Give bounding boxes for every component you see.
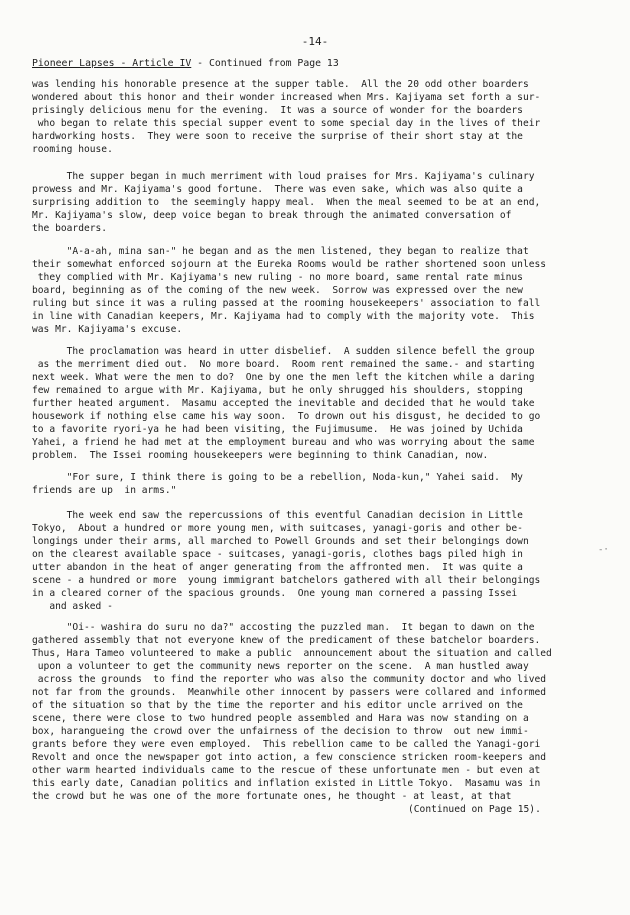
text-line: utter abandon in the heat of anger generating from the affronted men. It was quite a xyxy=(32,562,523,573)
text-line: other warm hearted individuals came to the rescue of these unfortunate men - but even at xyxy=(32,765,541,776)
text-line: Thus, Hara Tameo volunteered to make a public announcement about the situation and called xyxy=(32,648,552,659)
text-line: in a cleared corner of the spacious grounds. One young man cornered a passing Issei xyxy=(32,588,518,599)
text-line: was lending his honorable presence at the supper table. All the 20 odd other boarders xyxy=(32,79,529,90)
text-line: Tokyo, About a hundred or more young men, with suitcases, yanagi-goris and other be- xyxy=(32,523,523,534)
article-heading xyxy=(32,58,339,69)
text-line: not far from the grounds. Meanwhile other innocent by passers were collared and informed xyxy=(32,687,547,698)
text-line: "For sure, I think there is going to be a rebellion, Noda-kun," Yahei said. My xyxy=(32,472,523,483)
text-line: their somewhat enforced sojourn at the Eureka Rooms would be rather shortened soon unless xyxy=(32,259,547,270)
text-line: scene - a hundred or more young immigrant batchelors gathered with all their belongings xyxy=(32,575,541,586)
text-line: as the merriment died out. No more board. Room rent remained the same.- and starting xyxy=(32,359,535,370)
text-line: board, beginning as of the coming of the new week. Sorrow was expressed over the new xyxy=(32,285,523,296)
page-number: -14- xyxy=(301,35,329,48)
text-line: "Oi-- washira do suru no da?" accosting the puzzled man. It began to dawn on the xyxy=(32,622,535,633)
text-line: scene, there were close to two hundred people assembled and Hara was now standing on a xyxy=(32,713,529,724)
text-line: the boarders. xyxy=(32,223,108,234)
text-line: across the grounds to find the reporter who was also the community doctor and who lived xyxy=(32,674,547,685)
text-line: longings under their arms, all marched to Powell Grounds and set their belongings down xyxy=(32,536,529,547)
text-line: The week end saw the repercussions of this eventful Canadian decision in Little xyxy=(32,510,523,521)
text-line: next week. What were the men to do? One by one the men left the kitchen while a daring xyxy=(32,372,535,383)
text-line: few remained to argue with Mr. Kajiyama, but he only shrugged his shoulders, stopping xyxy=(32,385,523,396)
text-line: prowess and Mr. Kajiyama's good fortune. There was even sake, which was also quite a xyxy=(32,184,523,195)
text-line: they complied with Mr. Kajiyama's new ruling - no more board, same rental rate minus xyxy=(32,272,523,283)
text-line: wondered about this honor and their wonder increased when Mrs. Kajiyama set forth a sur- xyxy=(32,92,541,103)
text-line: upon a volunteer to get the community news reporter on the scene. A man hustled away xyxy=(32,661,529,672)
text-line: the crowd but he was one of the more fortunate ones, he thought - at least, at that xyxy=(32,791,512,802)
text-line: Mr. Kajiyama's slow, deep voice began to break through the animated conversation of xyxy=(32,210,512,221)
text-line: to a favorite ryori-ya he had been visiting, the Fujimusume. He was joined by Uchida xyxy=(32,424,523,435)
text-line: of the situation so that by the time the reporter and his editor uncle arrived on the xyxy=(32,700,523,711)
text-line: prisingly delicious menu for the evening. It was a source of wonder for the boarders xyxy=(32,105,523,116)
continued-to: (Continued on Page 15). xyxy=(408,804,541,815)
text-line: and asked - xyxy=(32,601,113,612)
text-line: Revolt and once the newspaper got into action, a few conscience stricken room-keepers and xyxy=(32,752,547,763)
text-line: ruling but since it was a ruling passed at the rooming housekeepers' association to fall xyxy=(32,298,541,309)
text-line: this early date, Canadian politics and inflation existed in Little Tokyo. Masamu was in xyxy=(32,778,541,789)
text-line: Yahei, a friend he had met at the employment bureau and who was worrying about the same xyxy=(32,437,535,448)
text-line: rooming house. xyxy=(32,144,113,155)
text-line: grants before they were even employed. This rebellion came to be called the Yanagi-gori xyxy=(32,739,541,750)
article-title: Pioneer Lapses - Article IV xyxy=(32,58,192,69)
text-line: The supper began in much merriment with loud praises for Mrs. Kajiyama's culinary xyxy=(32,171,535,182)
text-line: further heated argument. Masamu accepted the inevitable and decided that he would take xyxy=(32,398,535,409)
text-line: housework if nothing else came his way soon. To drown out his disgust, he decided to go xyxy=(32,411,541,422)
text-line: "A-a-ah, mina san-" he began and as the men listened, they began to realize that xyxy=(32,246,529,257)
text-line: problem. The Issei rooming housekeepers were beginning to think Canadian, now. xyxy=(32,450,489,461)
text-line: in line with Canadian keepers, Mr. Kajiyama had to comply with the majority vote. This xyxy=(32,311,535,322)
text-line: was Mr. Kajiyama's excuse. xyxy=(32,324,183,335)
text-line: hardworking hosts. They were soon to receive the surprise of their short stay at the xyxy=(32,131,523,142)
text-line: gathered assembly that not everyone knew of the predicament of these batchelor boarders. xyxy=(32,635,541,646)
scan-mark: -· xyxy=(598,545,609,555)
text-line: The proclamation was heard in utter disbelief. A sudden silence befell the group xyxy=(32,346,535,357)
text-line: on the clearest available space - suitcases, yanagi-goris, clothes bags piled high in xyxy=(32,549,523,560)
text-line: who began to relate this special supper event to some special day in the lives of their xyxy=(32,118,541,129)
continued-from: - Continued from Page 13 xyxy=(191,58,339,69)
text-line: surprising addition to the seemingly happy meal. When the meal seemed to be at an end, xyxy=(32,197,541,208)
text-line: box, harangueing the crowd over the unfairness of the decision to throw out new immi- xyxy=(32,726,529,737)
text-line: friends are up in arms." xyxy=(32,485,177,496)
